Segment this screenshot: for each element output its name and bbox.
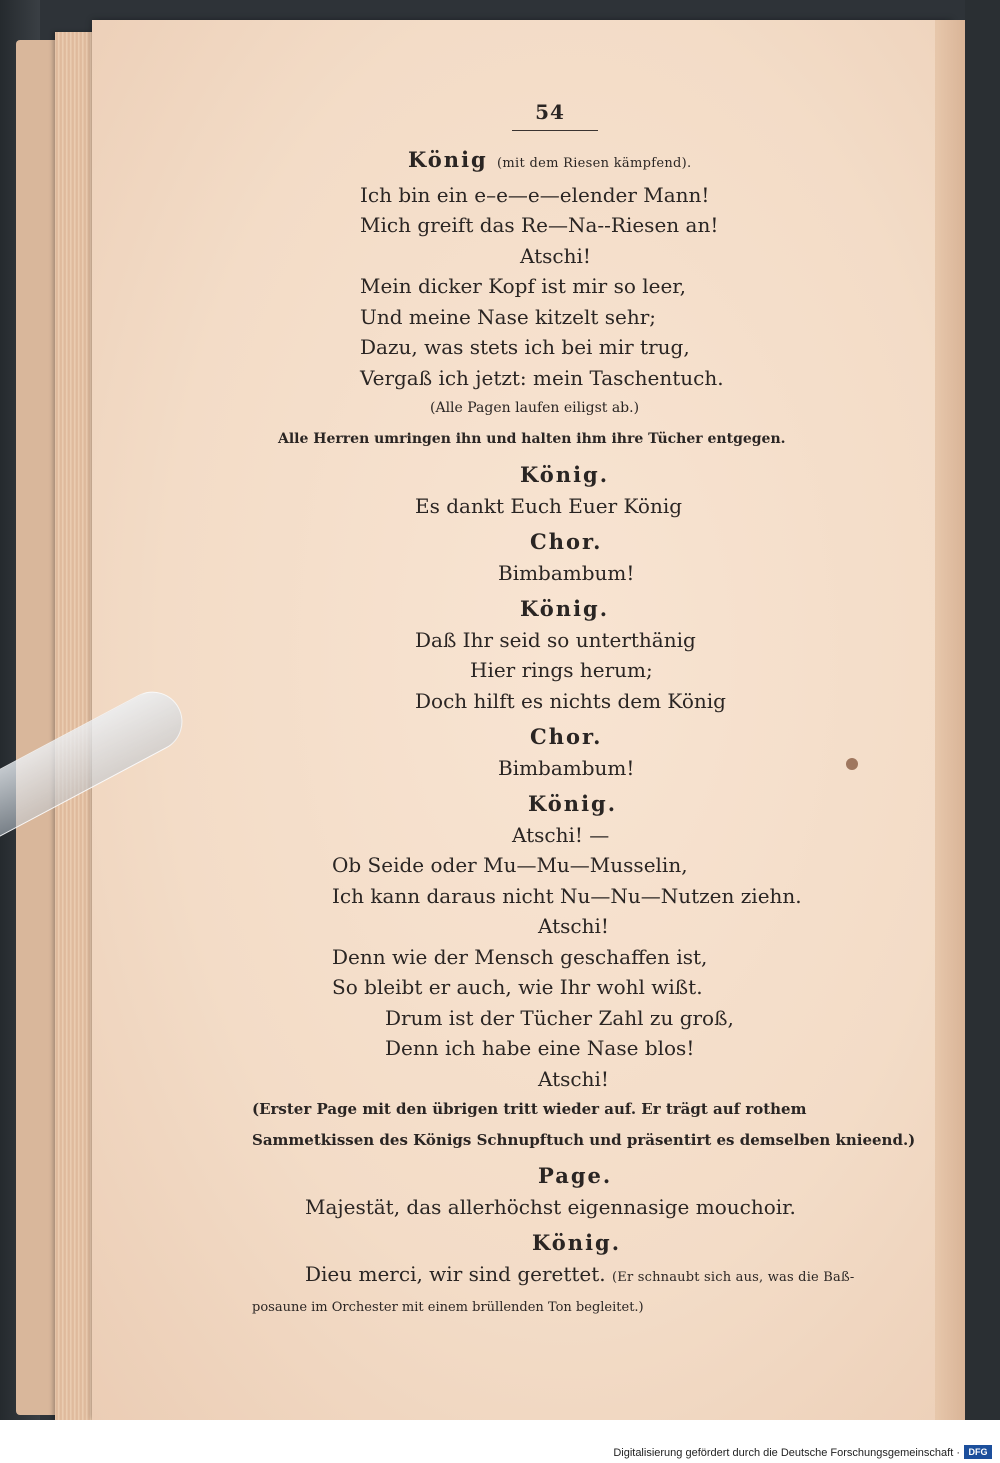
verse-line: Mein dicker Kopf ist mir so leer,	[360, 274, 687, 298]
verse-text: Dieu merci, wir sind gerettet.	[305, 1261, 606, 1286]
speaker-line: Chor.	[530, 724, 603, 749]
verse-line: Atschi!	[538, 914, 609, 938]
verse-line: Atschi! —	[512, 822, 610, 847]
page-content	[160, 100, 920, 1324]
verse-line: Ob Seide oder Mu—Mu—Musselin,	[332, 853, 688, 877]
stage-direction: (Alle Pagen laufen eiligst ab.)	[430, 400, 640, 416]
stage-direction: (Er schnaubt sich aus, was die Baß-	[612, 1269, 855, 1285]
verse-line: Drum ist der Tücher Zahl zu groß,	[385, 1005, 734, 1030]
speaker-line	[160, 145, 920, 180]
page-right-edge	[935, 20, 965, 1420]
speaker-line: Chor.	[530, 529, 603, 554]
stage-direction: Alle Herren umringen ihn und halten ihm ihre Tücher entgegen.	[278, 430, 786, 447]
scanner-backdrop-right	[965, 0, 1000, 1420]
verse-line: Majestät, das allerhöchst eigennasige mouchoir.	[305, 1194, 796, 1219]
verse-line: Denn wie der Mensch geschaffen ist,	[332, 944, 708, 969]
page-number-rule	[512, 130, 598, 131]
verse-line: Bimbambum!	[498, 560, 635, 585]
dfg-logo: DFG	[964, 1445, 992, 1459]
verse-line: Vergaß ich jetzt: mein Taschentuch.	[360, 365, 724, 390]
verse-line: So bleibt er auch, wie Ihr wohl wißt.	[332, 975, 703, 999]
verse-line	[160, 1259, 920, 1294]
verse-line: Hier rings herum;	[470, 658, 653, 682]
stage-direction: Sammetkissen des Königs Schnupftuch und präsentirt es demselben knieend.)	[252, 1130, 916, 1149]
stage-direction: (mit dem Riesen kämpfend).	[497, 156, 692, 171]
verse-line: Mich greift das Re—Na--Riesen an!	[360, 213, 719, 237]
verse-line: Denn ich habe eine Nase blos!	[385, 1036, 695, 1060]
verse-line: Und meine Nase kitzelt sehr;	[360, 304, 657, 329]
verse-line: Daß Ihr seid so unterthänig	[415, 627, 696, 652]
speaker-name: König	[408, 147, 488, 172]
footer-credit: Digitalisierung gefördert durch die Deutsche Forschungsgemeinschaft ·	[613, 1447, 960, 1459]
speaker-line: Page.	[538, 1163, 613, 1188]
stage-direction: (Erster Page mit den übrigen tritt wieder auf. Er trägt auf rothem	[252, 1100, 807, 1118]
speaker-line: König.	[520, 462, 610, 487]
verse-line: Atschi!	[520, 243, 591, 268]
verse-line: Bimbambum!	[498, 755, 635, 780]
verse-line: Ich bin ein e–e—e—elender Mann!	[360, 182, 710, 207]
verse-line: Ich kann daraus nicht Nu—Nu—Nutzen ziehn.	[332, 883, 802, 908]
speaker-line: König.	[528, 791, 618, 816]
page-number: 54	[535, 100, 565, 124]
verse-line: Doch hilft es nichts dem König	[415, 688, 726, 713]
verse-line: Dazu, was stets ich bei mir trug,	[360, 335, 690, 359]
speaker-line: König.	[532, 1230, 622, 1255]
verse-line: Atschi!	[538, 1066, 609, 1091]
stage-direction: posaune im Orchester mit einem brüllenden Ton begleitet.)	[252, 1300, 644, 1315]
verse-line: Es dankt Euch Euer König	[415, 493, 683, 518]
speaker-line: König.	[520, 596, 610, 621]
